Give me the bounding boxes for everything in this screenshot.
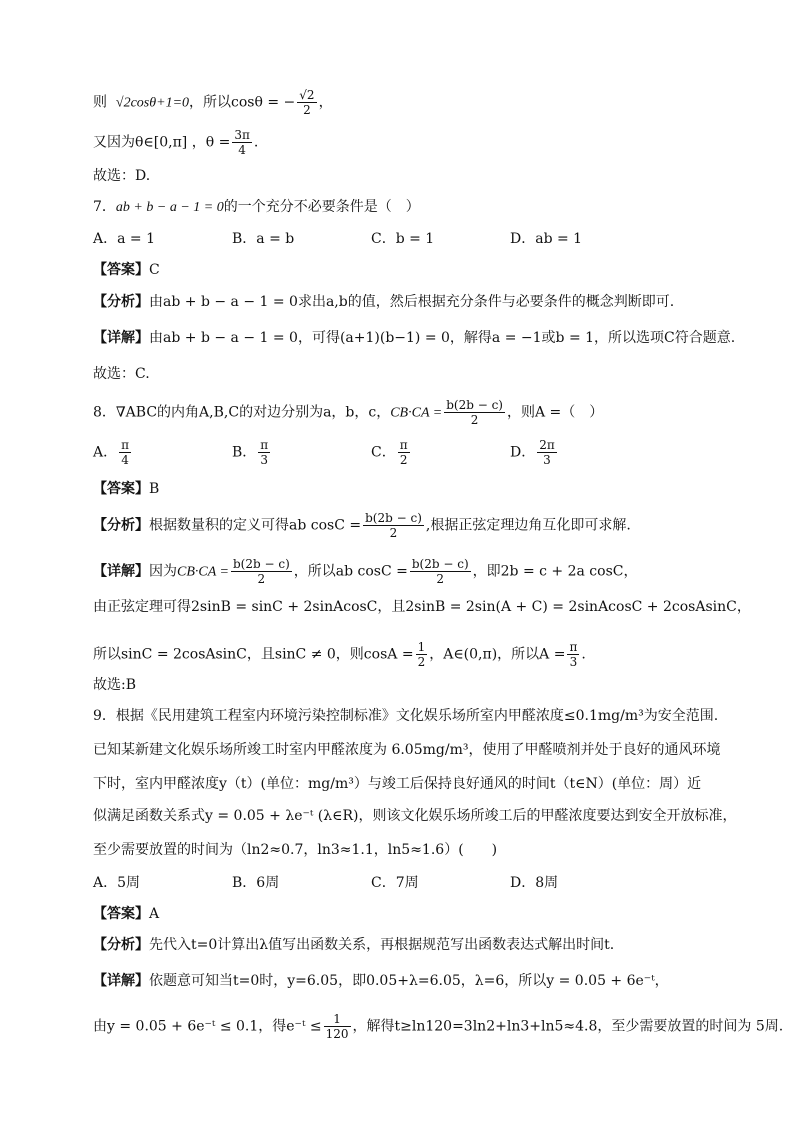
q8-choose: 故选:B — [93, 677, 137, 693]
line-q6-choose: 故选：D. — [93, 168, 151, 184]
q7-option-a: A．a = 1 — [93, 231, 155, 247]
q7-option-c: C．b = 1 — [371, 231, 435, 247]
line-q6-cos: 则 √2cosθ+1=0，所以cosθ = − $\frac{√2}{2}$ ， — [93, 88, 333, 117]
q9-option-d: D．8周 — [510, 875, 559, 891]
q8-answer: 【答案】B — [93, 481, 160, 497]
fraction: $\frac{\pi}{3}$ — [260, 438, 269, 467]
q7-analysis: 【分析】由ab + b − a − 1 = 0求出a,b的值，然后根据充分条件与必要条件的概念判断即可. — [93, 294, 675, 310]
fraction: $\frac{b(2b - c)}{2}$ — [365, 511, 422, 540]
q9-detail: 【详解】依题意可知当t=0时，y=6.05，即0.05+λ=6.05，λ=6，所以y = 0.05 + 6e⁻ᵗ， — [93, 973, 669, 989]
q8-analysis: 【分析】根据数量积的定义可得ab cosC = $\frac{b(2b - c)}{2}$ ,根据正弦定理边角互化即可求解. — [93, 511, 631, 540]
q9-option-a: A．5周 — [93, 875, 141, 891]
q9-option-c: C．7周 — [371, 875, 419, 891]
q8-option-b: B． $\frac{\pi}{3}$ — [232, 438, 269, 467]
q7-answer: 【答案】C — [93, 262, 160, 278]
q7-detail: 【详解】由ab + b − a − 1 = 0，可得(a+1)(b−1) = 0，解得a = −1或b = 1，所以选项C符合题意. — [93, 330, 736, 346]
q8-detail: 【详解】因为CB·CA = $\frac{b(2b - c)}{2}$ ，所以ab cosC = $\frac{b(2b - c)}{2}$ ，即2b = c + 2a cosC， — [93, 557, 638, 586]
q8-option-a: A． $\frac{\pi}{4}$ — [93, 438, 130, 467]
q8-option-c: C． $\frac{\pi}{2}$ — [371, 438, 408, 467]
q9-stem-3: 下时，室内甲醛浓度y（t）(单位：mg/m³）与竣工后保持良好通风的时间t（t∈N）(单位：周）近 — [93, 776, 702, 792]
q9-analysis: 【分析】先代入t=0计算出λ值写出函数关系，再根据规范写出函数表达式解出时间t. — [93, 937, 615, 953]
q7-stem: 7．ab + b − a − 1 = 0的一个充分不必要条件是（ ） — [93, 199, 420, 215]
q9-conclusion: 由y = 0.05 + 6e⁻ᵗ ≤ 0.1，得e⁻ᵗ ≤ $\frac{1}{120}$ ，解得t≥ln120=3ln2+ln3+ln5≈4.8，至少需要放置的时间为 5周. — [93, 1012, 784, 1041]
fraction: $\frac{\pi}{3}$ — [569, 640, 578, 669]
q9-stem-5: 至少需要放置的时间为（ln2≈0.7，ln3≈1.1，ln5≈1.6）( ) — [93, 842, 498, 858]
fraction: $\frac{1}{2}$ — [417, 640, 426, 669]
q8-conclusion: 所以sinC = 2cosAsinC，且sinC ≠ 0，则cosA = $\frac{1}{2}$ ，A∈(0,π)，所以A = $\frac{\pi}{3}$ . — [93, 640, 586, 669]
q9-stem-2: 已知某新建文化娱乐场所竣工时室内甲醛浓度为 6.05mg/m³，使用了甲醛喷剂并处于良好的通风环境 — [93, 742, 721, 758]
fraction: $\frac{b(2b - c)}{2}$ — [232, 557, 290, 586]
q9-stem-4: 似满足函数关系式y = 0.05 + λe⁻ᵗ (λ∈R)，则该文化娱乐场所竣工后的甲醛浓度要达到安全开放标准， — [93, 808, 737, 824]
fraction: $\frac{1}{120}$ — [325, 1012, 349, 1041]
q9-stem-1: 9．根据《民用建筑工程室内环境污染控制标准》文化娱乐场所室内甲醛浓度≤0.1mg/m³为安全范围. — [93, 708, 719, 724]
q9-answer: 【答案】A — [93, 906, 160, 922]
q8-stem: 8．∇ABC的内角A,B,C的对边分别为a，b，c，CB·CA = $\frac{b(2b - c)}{2}$ ，则A =（ ） — [93, 398, 604, 427]
line-q6-theta: 又因为θ∈[0,π] ，θ = $\frac{3\pi}{4}$ . — [93, 128, 259, 157]
fraction: $\frac{2\pi}{3}$ — [539, 438, 555, 467]
q9-option-b: B．6周 — [232, 875, 280, 891]
fraction: $\frac{b(2b - c)}{2}$ — [446, 398, 503, 427]
q7-choose: 故选：C. — [93, 366, 150, 382]
q8-sine-rule: 由正弦定理可得2sinB = sinC + 2sinAcosC，且2sinB = 2sin(A + C) = 2sinAcosC + 2cosAsinC， — [93, 599, 751, 615]
fraction: $\frac{√2}{2}$ — [299, 88, 315, 117]
fraction: $\frac{\pi}{2}$ — [399, 438, 408, 467]
q7-option-d: D．ab = 1 — [510, 231, 583, 247]
q7-option-b: B．a = b — [232, 231, 295, 247]
fraction: $\frac{\pi}{4}$ — [121, 438, 130, 467]
fraction: $\frac{3\pi}{4}$ — [234, 128, 250, 157]
q8-option-d: D． $\frac{2\pi}{3}$ — [510, 438, 555, 467]
fraction: $\frac{b(2b - c)}{2}$ — [411, 557, 469, 586]
